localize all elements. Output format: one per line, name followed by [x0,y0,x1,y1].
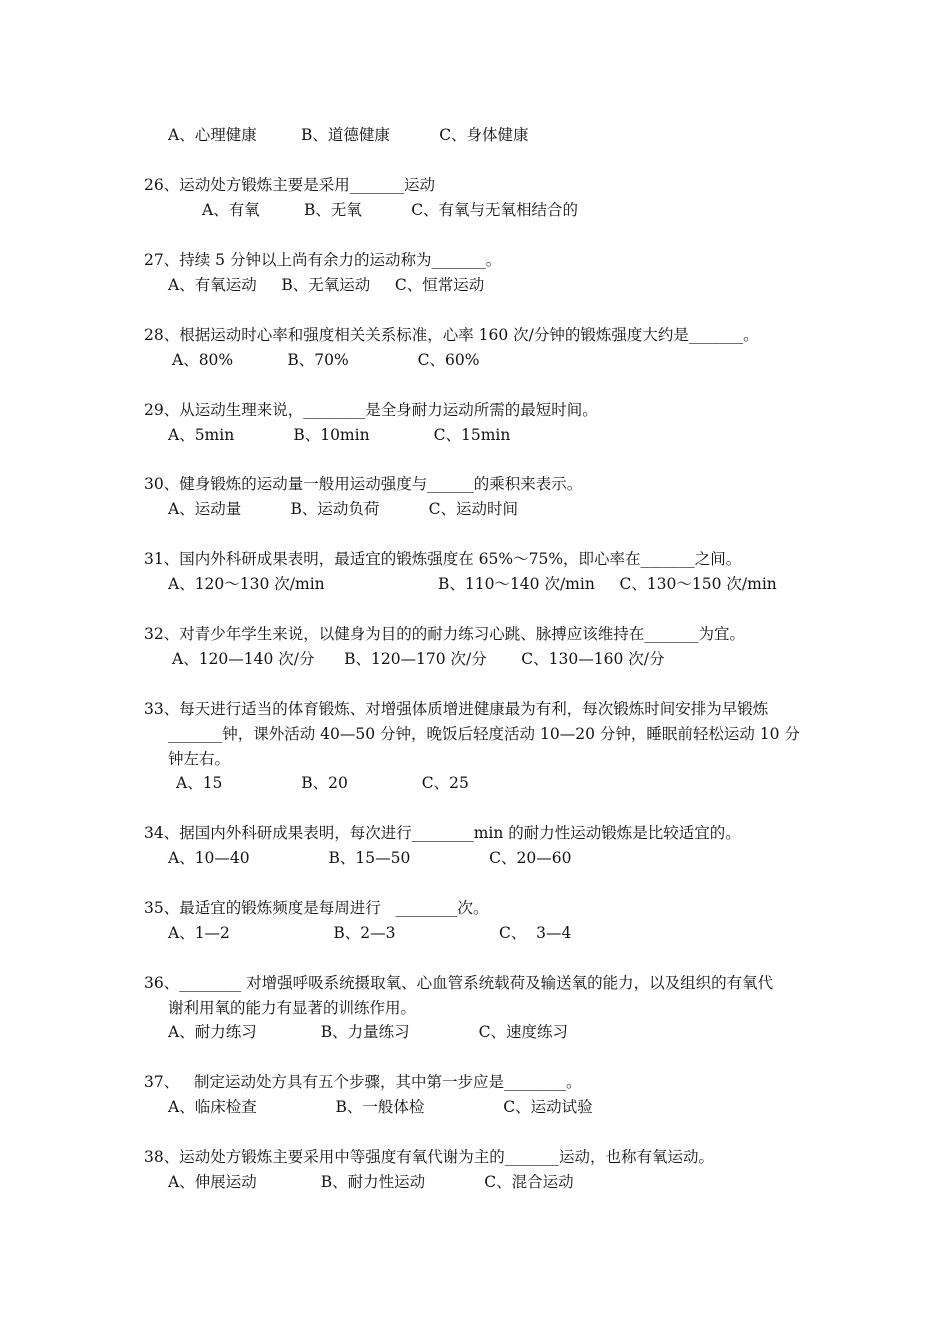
q38-question: 38、运动处方锻炼主要采用中等强度有氧代谢为主的_______运动，也称有氧运动。 [144,1148,714,1166]
q31-options: A、120～130 次/min B、110～140 次/min C、130～150 次/min [168,575,777,593]
q36-options: A、耐力练习 B、力量练习 C、速度练习 [168,1023,568,1041]
q33-options: A、15 B、20 C、25 [176,774,469,792]
q28-options: A、80% B、70% C、60% [172,351,480,369]
q32-options: A、120—140 次/分 B、120—170 次/分 C、130—160 次/分 [172,650,665,668]
q36-question-line1: 36、________ 对增强呼吸系统摄取氧、心血管系统载荷及输送氧的能力，以及组织的有氧代 [144,974,774,992]
q30-question: 30、健身锻炼的运动量一般用运动强度与______的乘积来表示。 [144,475,583,493]
q31-question: 31、国内外科研成果表明，最适宜的锻炼强度在 65%～75%，即心率在_______之间。 [144,550,742,568]
q29-options: A、5min B、10min C、15min [168,426,511,444]
q30-options: A、运动量 B、运动负荷 C、运动时间 [168,500,518,518]
q34-options: A、10—40 B、15—50 C、20—60 [168,849,572,867]
q26-options: A、有氧 B、无氧 C、有氧与无氧相结合的 [202,201,579,219]
q36-question-line2: 谢利用氧的能力有显著的训练作用。 [168,999,417,1017]
q33-question-line3: 钟左右。 [168,750,231,768]
q37-options: A、临床检查 B、一般体检 C、运动试验 [168,1098,593,1116]
q26-question: 26、运动处方锻炼主要是采用_______运动 [144,176,435,194]
q33-question-line1: 33、每天进行适当的体育锻炼、对增强体质增进健康最为有利，每次锻炼时间安排为早锻炼 [144,700,769,718]
q38-options: A、伸展运动 B、耐力性运动 C、混合运动 [168,1173,574,1191]
q32-question: 32、对青少年学生来说，以健身为目的的耐力练习心跳、脉搏应该维持在_______为宜。 [144,625,745,643]
q29-question: 29、从运动生理来说，________是全身耐力运动所需的最短时间。 [144,401,598,419]
q27-options: A、有氧运动 B、无氧运动 C、恒常运动 [168,276,485,294]
q35-options: A、1—2 B、2—3 C、 3—4 [168,924,572,942]
q34-question: 34、据国内外科研成果表明，每次进行________min 的耐力性运动锻炼是比较适宜的。 [144,824,741,842]
q33-question-line2: _______钟，课外活动 40—50 分钟，晚饭后轻度活动 10—20 分钟，睡眠前轻松运动 10 分 [168,725,800,743]
q37-question: 37、 制定运动处方具有五个步骤，其中第一步应是________。 [144,1073,582,1091]
q28-question: 28、根据运动时心率和强度相关关系标准，心率 160 次/分钟的锻炼强度大约是_______。 [144,326,759,344]
q35-question: 35、最适宜的锻炼频度是每周进行 ________次。 [144,899,489,917]
q27-question: 27、持续 5 分钟以上尚有余力的运动称为_______。 [144,251,502,269]
q25-options: A、心理健康 B、道德健康 C、身体健康 [168,126,529,144]
